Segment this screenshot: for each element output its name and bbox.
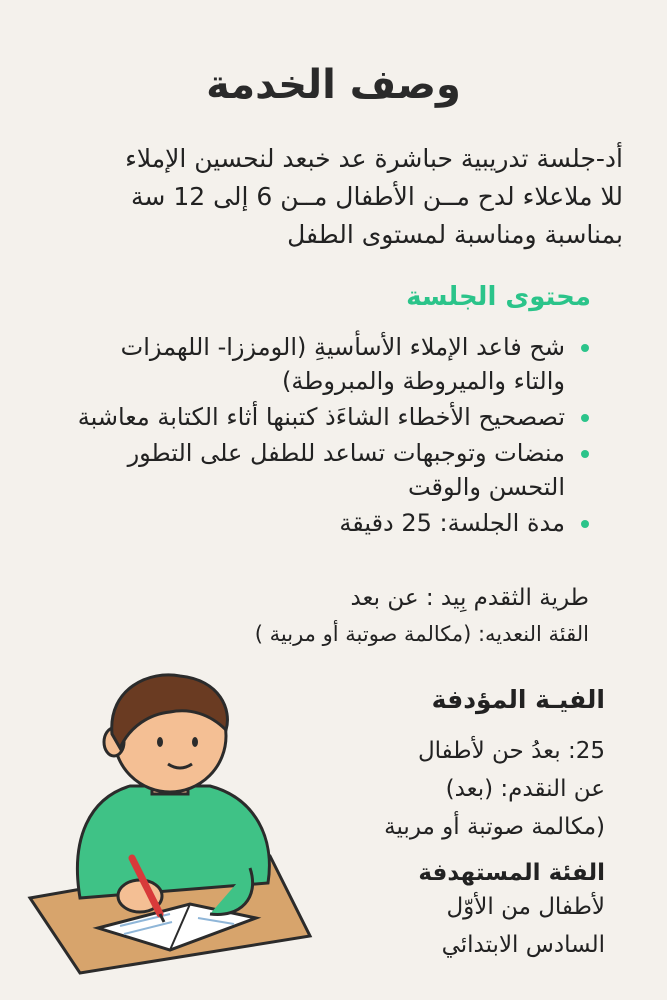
- target-audience-line: لأطفال من الأوّل: [446, 894, 605, 920]
- target-group-heading: الفيـة المؤدفة: [431, 685, 605, 714]
- description-line: أد-جلسة تدريبية حباشرة عد خبعد لنحسين الإملاء: [125, 144, 623, 173]
- session-type-line: القئة النعديه: (مكالمة صوتبة أو مربية ): [254, 622, 589, 646]
- description-line: للا ملاعلاء لدح مــن الأطفال مــن 6 إلى 12 سة: [131, 182, 623, 211]
- delivery-method-line: طرية الثقدم بِيد : عن بعد: [350, 585, 589, 611]
- target-group-column: [345, 685, 605, 964]
- session-content-heading: محتوى الجلسة: [406, 282, 591, 312]
- target-audience-heading: الفئة المستهدفة: [418, 860, 605, 886]
- target-group-line: (مكالمة صوتبة أو مربية: [384, 814, 605, 840]
- service-description: [33, 140, 623, 254]
- list-item: شح فاعد الإملاء الأسأسيةِ (الومززا- اللهمزات والتاء والميروطة والمبروطة): [69, 330, 589, 398]
- target-group-line: عن النقدم: (بعد): [445, 776, 605, 802]
- list-item: تصصحيح الأخطاء الشاءَذ كتبنها أثاء الكتابة معاشبة: [69, 400, 589, 434]
- description-line: بمناسبة ومناسبة لمستوى الطفل: [287, 220, 623, 249]
- boy-writing-illustration: [20, 668, 320, 978]
- target-audience-line: السادس الابتدائي: [441, 932, 605, 958]
- list-item: منضات وتوجبهات تساعد للطفل على التطور التحسن والوقت: [69, 436, 589, 504]
- target-group-line: 25: بعدُ حن لأطفال: [417, 738, 605, 764]
- session-content-list: [69, 330, 589, 542]
- eye-shape: [157, 737, 163, 747]
- page-title: وصف الخدمة: [206, 62, 461, 108]
- list-item: مدة الجلسة: 25 دقيقة: [69, 506, 589, 540]
- eye-shape: [192, 737, 198, 747]
